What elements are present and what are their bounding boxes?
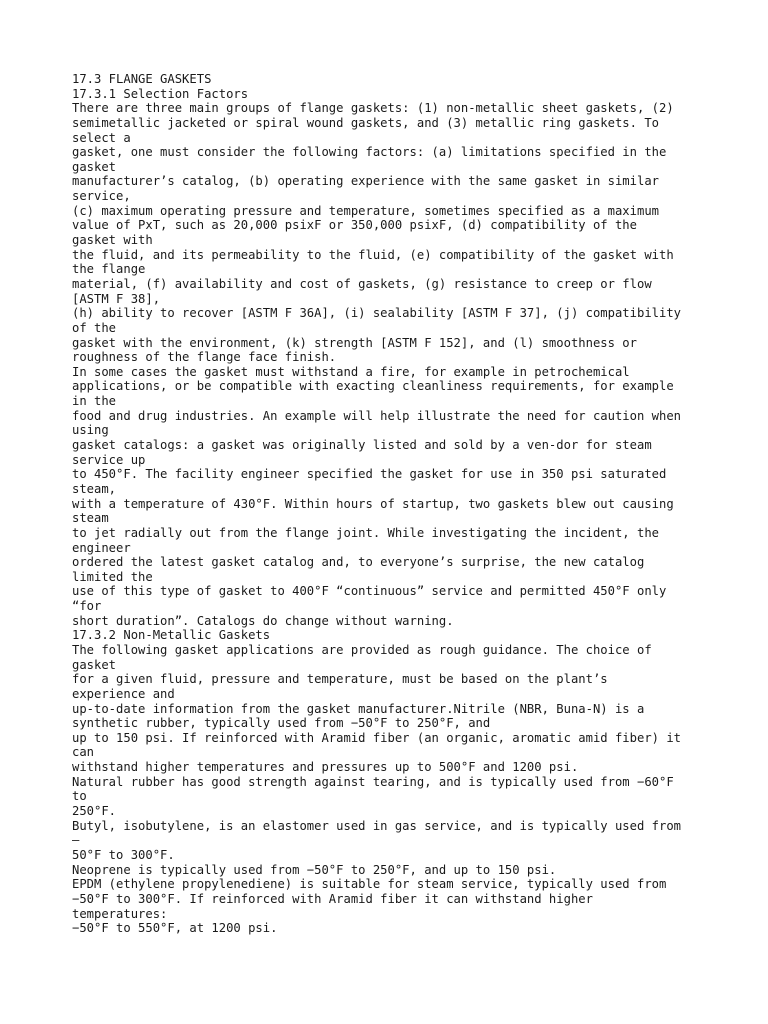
text-line: 17.3.1 Selection Factors: [72, 86, 249, 101]
text-line: withstand higher temperatures and pressures up to 500°F and 1200 psi.: [72, 760, 579, 775]
text-line: (h) ability to recover [ASTM F 36A], (i) sealability [ASTM F 37], (j) compatibility: [72, 306, 682, 321]
text-line: food and drug industries. An example will help illustrate the need for caution when: [72, 408, 682, 423]
text-line: limited the: [72, 569, 153, 584]
text-line: [ASTM F 38],: [72, 291, 161, 306]
text-line: gasket, one must consider the following factors: (a) limitations specified in the: [72, 145, 667, 160]
text-line: gasket: [72, 657, 117, 672]
text-line: steam,: [72, 481, 117, 496]
text-line: Butyl, isobutylene, is an elastomer used in gas service, and is typically used from: [72, 818, 682, 833]
text-line: There are three main groups of flange gaskets: (1) non-metallic sheet gaskets, (2): [72, 101, 674, 116]
text-line: can: [72, 745, 95, 760]
text-line: gasket catalogs: a gasket was originally listed and sold by a ven-dor for steam: [72, 438, 652, 453]
text-line: 17.3 FLANGE GASKETS: [72, 72, 212, 86]
text-line: to 450°F. The facility engineer specified the gasket for use in 350 psi saturated: [72, 467, 667, 482]
text-line: using: [72, 423, 109, 438]
text-line: short duration”. Catalogs do change without warning.: [72, 613, 454, 628]
text-line: material, (f) availability and cost of gaskets, (g) resistance to creep or flow: [72, 276, 652, 291]
text-line: semimetallic jacketed or spiral wound gaskets, and (3) metallic ring gaskets. To: [72, 115, 659, 130]
text-line: 50°F to 300°F.: [72, 847, 175, 862]
text-line: in the: [72, 394, 117, 409]
text-line: use of this type of gasket to 400°F “continuous” service and permitted 450°F only: [72, 584, 667, 599]
text-line: —: [72, 833, 80, 848]
text-line: the fluid, and its permeability to the fluid, (e) compatibility of the gasket with: [72, 247, 674, 262]
text-line: manufacturer’s catalog, (b) operating experience with the same gasket in similar: [72, 174, 659, 189]
text-line: up-to-date information from the gasket manufacturer.Nitrile (NBR, Buna-N) is a: [72, 701, 645, 716]
text-line: value of PxT, such as 20,000 psixF or 350,000 psixF, (d) compatibility of the: [72, 218, 637, 233]
text-line: steam: [72, 511, 109, 526]
document-body: [72, 72, 712, 936]
text-line: EPDM (ethylene propylenediene) is suitable for steam service, typically used from: [72, 877, 667, 892]
text-line: engineer: [72, 540, 131, 555]
text-line: gasket: [72, 159, 117, 174]
text-line: “for: [72, 599, 102, 614]
text-line: Natural rubber has good strength against tearing, and is typically used from −60°F: [72, 774, 674, 789]
text-line: gasket with the environment, (k) strength [ASTM F 152], and (l) smoothness or: [72, 335, 637, 350]
text-line: with a temperature of 430°F. Within hours of startup, two gaskets blew out causing: [72, 496, 674, 511]
text-line: 250°F.: [72, 804, 117, 819]
text-line: to jet radially out from the flange joint. While investigating the incident, the: [72, 525, 659, 540]
text-line: up to 150 psi. If reinforced with Aramid fiber (an organic, aromatic amid fiber) it: [72, 730, 682, 745]
text-line: ordered the latest gasket catalog and, to everyone’s surprise, the new catalog: [72, 555, 645, 570]
text-line: synthetic rubber, typically used from −50°F to 250°F, and: [72, 716, 491, 731]
text-line: gasket with: [72, 233, 153, 248]
text-line: service up: [72, 452, 146, 467]
text-line: experience and: [72, 686, 175, 701]
text-line: roughness of the flange face finish.: [72, 350, 337, 365]
text-line: −50°F to 300°F. If reinforced with Aramid fiber it can withstand higher: [72, 891, 593, 906]
text-line: select a: [72, 130, 131, 145]
text-line: of the: [72, 320, 117, 335]
text-line: Neoprene is typically used from −50°F to 250°F, and up to 150 psi.: [72, 862, 557, 877]
text-line: applications, or be compatible with exacting cleanliness requirements, for example: [72, 379, 674, 394]
text-line: temperatures:: [72, 906, 168, 921]
text-line: −50°F to 550°F, at 1200 psi.: [72, 921, 278, 936]
text-line: The following gasket applications are provided as rough guidance. The choice of: [72, 642, 652, 657]
text-line: service,: [72, 189, 131, 204]
text-line: to: [72, 789, 87, 804]
text-line: the flange: [72, 262, 146, 277]
text-line: for a given fluid, pressure and temperature, must be based on the plant’s: [72, 672, 608, 687]
text-line: In some cases the gasket must withstand a fire, for example in petrochemical: [72, 364, 630, 379]
text-line: (c) maximum operating pressure and temperature, sometimes specified as a maximum: [72, 203, 659, 218]
text-line: 17.3.2 Non-Metallic Gaskets: [72, 628, 271, 643]
